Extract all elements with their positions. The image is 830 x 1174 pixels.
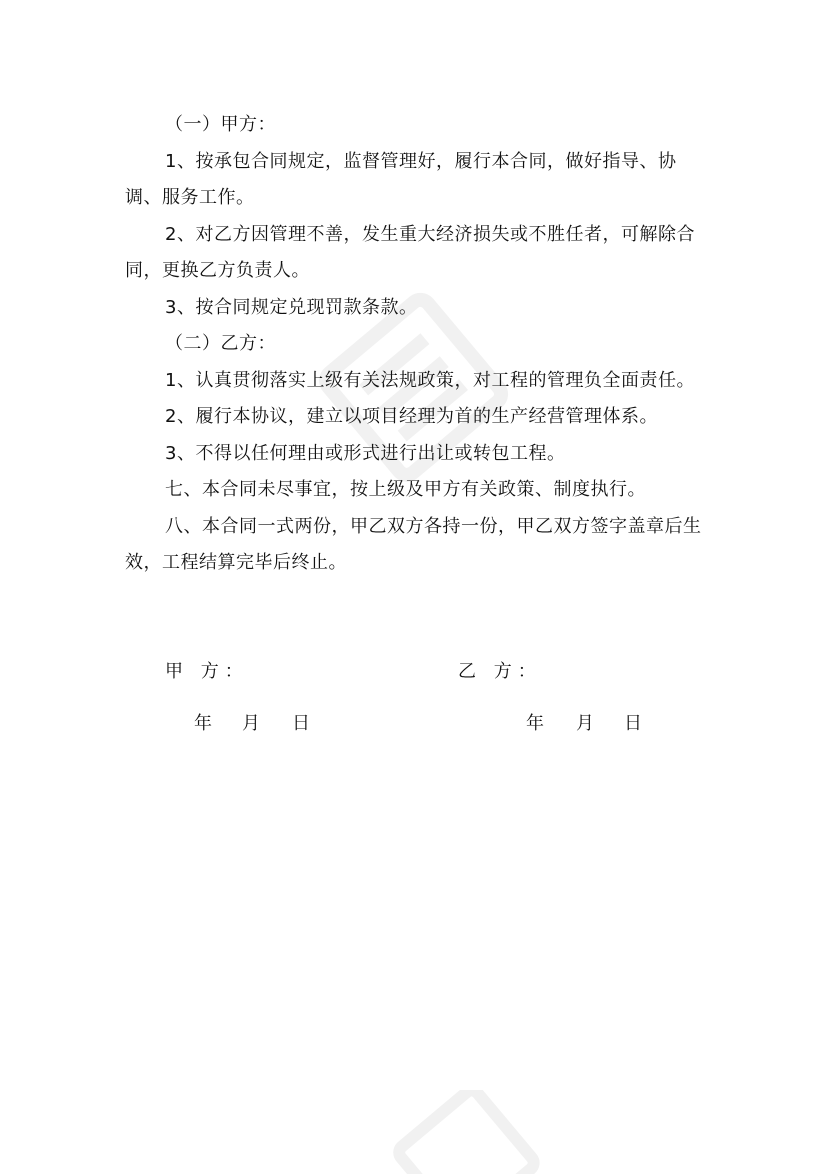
clause-a-2: 2、对乙方因管理不善，发生重大经济损失或不胜任者，可解除合同，更换乙方负责人。 <box>125 223 695 281</box>
article-seven: 七、本合同未尽事宜，按上级及甲方有关政策、制度执行。 <box>165 479 646 500</box>
section-heading-party-b: （二）乙方： <box>165 333 276 354</box>
clause-b-1: 1、认真贯彻落实上级有关法规政策，对工程的管理负全面责任。 <box>165 369 695 391</box>
party-a-month: 月 <box>242 713 266 734</box>
watermark-graphic-bottom <box>380 1090 540 1174</box>
party-a-year: 年 <box>194 713 218 734</box>
section-heading-party-a: （一）甲方： <box>165 114 276 135</box>
clause-a-3: 3、按合同规定兑现罚款条款。 <box>165 296 418 318</box>
clause-b-2: 2、履行本协议，建立以项目经理为首的生产经营管理体系。 <box>165 406 658 427</box>
party-b-day: 日 <box>624 713 648 734</box>
party-a-day: 日 <box>292 713 316 734</box>
party-b-year: 年 <box>526 713 550 734</box>
contract-body <box>125 107 710 582</box>
clause-b-3: 3、不得以任何理由或形式进行出让或转包工程。 <box>165 442 566 464</box>
party-b-signature-label: 乙 方： <box>458 661 542 682</box>
party-a-signature-label: 甲 方： <box>165 661 249 682</box>
clause-a-1: 1、按承包合同规定，监督管理好，履行本合同，做好指导、协调、服务工作。 <box>125 150 677 208</box>
article-eight: 八、本合同一式两份，甲乙双方各持一份，甲乙双方签字盖章后生效，工程结算完毕后终止。 <box>125 515 702 573</box>
party-b-month: 月 <box>576 713 600 734</box>
